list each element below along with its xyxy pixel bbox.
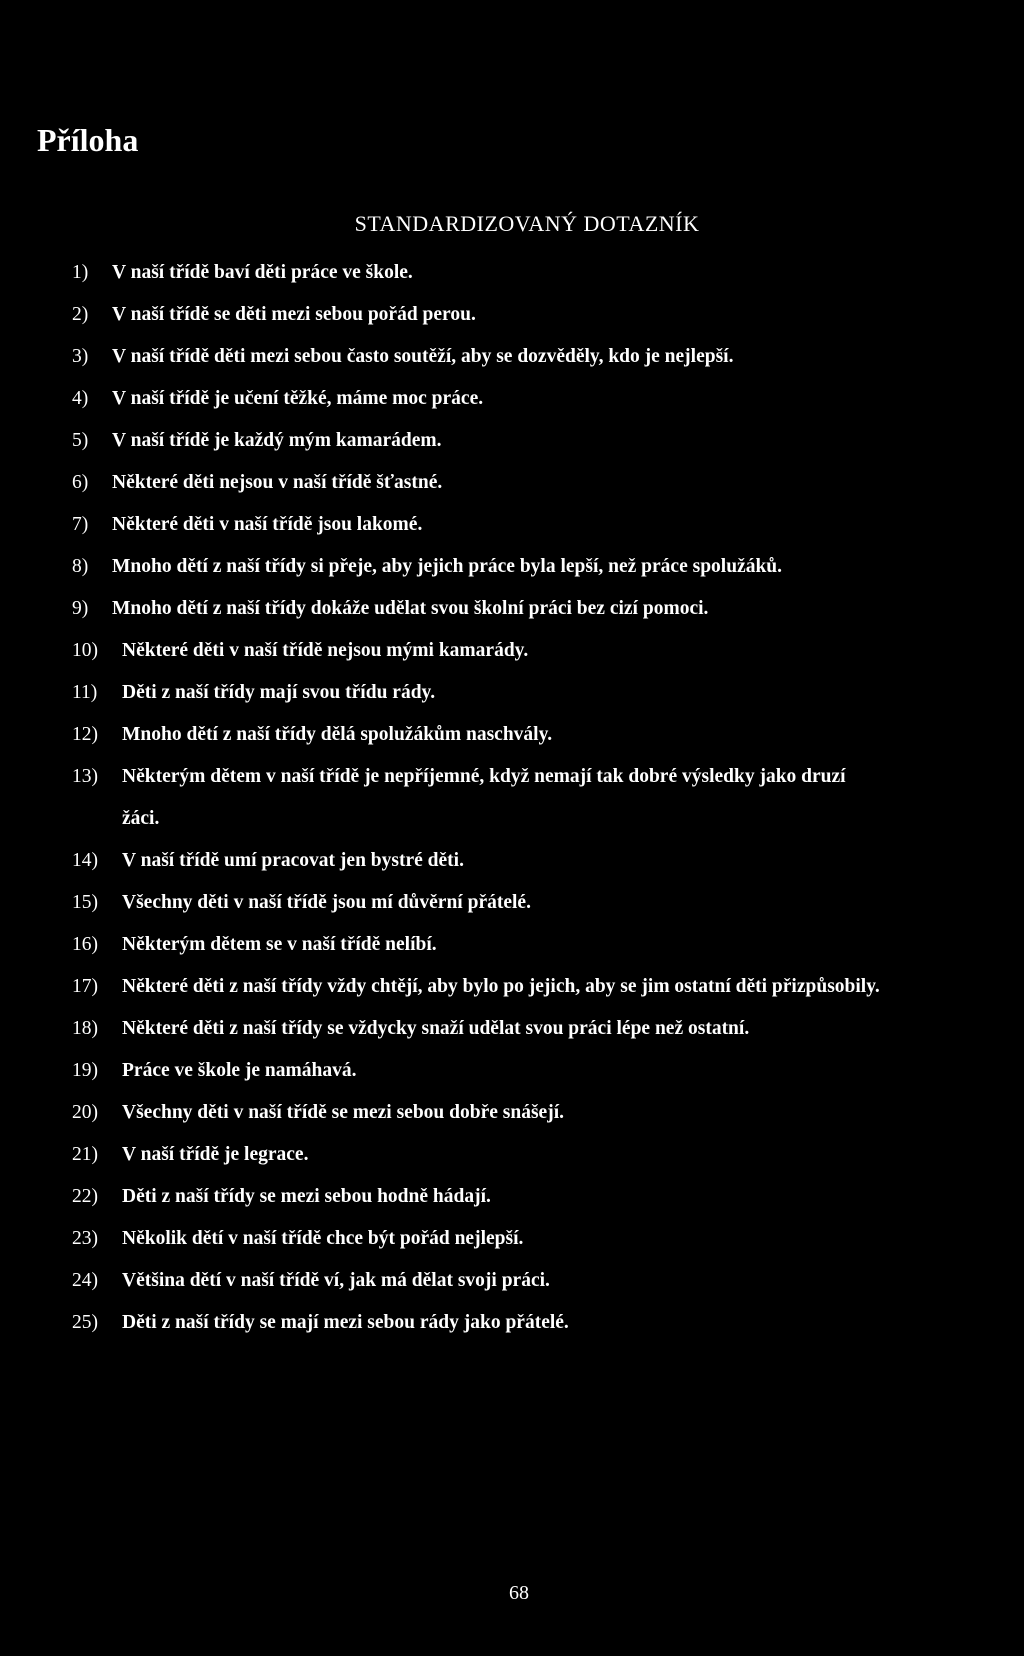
question-item [72, 1218, 972, 1260]
question-text: Všechny děti v naší třídě se mezi sebou dobře snášejí. [122, 1102, 564, 1123]
question-item [72, 840, 972, 882]
question-text: Některým dětem se v naší třídě nelíbí. [122, 934, 437, 955]
question-number: 18) [72, 1018, 98, 1039]
question-text: Děti z naší třídy se mají mezi sebou rády jako přátelé. [122, 1312, 569, 1333]
question-item [72, 966, 972, 1008]
question-number: 25) [72, 1312, 98, 1333]
question-item [72, 1008, 972, 1050]
question-text: Práce ve škole je namáhavá. [122, 1060, 357, 1081]
question-item [72, 924, 972, 966]
question-item [72, 252, 972, 294]
question-text: Většina dětí v naší třídě ví, jak má dělat svoji práci. [122, 1270, 550, 1291]
question-item [72, 1260, 972, 1302]
question-number: 16) [72, 934, 98, 955]
question-number: 19) [72, 1060, 98, 1081]
question-item [72, 462, 972, 504]
question-text: Mnoho dětí z naší třídy si přeje, aby jejich práce byla lepší, než práce spolužáků. [112, 556, 783, 577]
question-item [72, 378, 972, 420]
question-item [72, 294, 972, 336]
question-number: 21) [72, 1144, 98, 1165]
question-item [72, 504, 972, 546]
question-item [72, 1302, 972, 1344]
question-text: Všechny děti v naší třídě jsou mí důvěrní přátelé. [122, 892, 531, 913]
question-item [72, 672, 972, 714]
question-text: Některé děti v naší třídě jsou lakomé. [112, 514, 423, 535]
question-text: V naší třídě je každý mým kamarádem. [112, 430, 442, 451]
question-text: Některé děti z naší třídy vždy chtějí, aby bylo po jejich, aby se jim ostatní děti přizpůsobily. [122, 976, 880, 997]
question-number: 13) [72, 766, 98, 787]
question-item [72, 420, 972, 462]
question-text: Děti z naší třídy se mezi sebou hodně hádají. [122, 1186, 491, 1207]
question-text: Děti z naší třídy mají svou třídu rády. [122, 682, 436, 703]
question-item [72, 588, 972, 630]
question-number: 17) [72, 976, 98, 997]
question-text: Některé děti z naší třídy se vždycky snaží udělat svou práci lépe než ostatní. [122, 1018, 750, 1039]
question-number: 15) [72, 892, 98, 913]
question-text: V naší třídě je legrace. [122, 1144, 309, 1165]
question-number: 6) [72, 472, 89, 493]
question-item [72, 336, 972, 378]
question-item [72, 714, 972, 756]
question-number: 3) [72, 346, 89, 367]
question-number: 8) [72, 556, 89, 577]
question-item [72, 546, 972, 588]
page-number: 68 [509, 1582, 529, 1604]
question-text: V naší třídě děti mezi sebou často soutěží, aby se dozvěděly, kdo je nejlepší. [112, 346, 734, 367]
question-number: 4) [72, 388, 89, 409]
question-number: 2) [72, 304, 89, 325]
question-number: 23) [72, 1228, 98, 1249]
question-number: 11) [72, 682, 98, 703]
question-number: 9) [72, 598, 89, 619]
question-number: 24) [72, 1270, 98, 1291]
question-number: 10) [72, 640, 98, 661]
question-number: 20) [72, 1102, 98, 1123]
question-number: 7) [72, 514, 89, 535]
question-text: Některé děti v naší třídě nejsou mými kamarády. [122, 640, 529, 661]
question-item [72, 1134, 972, 1176]
question-item [72, 756, 972, 840]
question-number: 5) [72, 430, 89, 451]
questionnaire-title: STANDARDIZOVANÝ DOTAZNÍK [354, 211, 700, 236]
question-item [72, 1176, 972, 1218]
question-text: Některým dětem v naší třídě je nepříjemné, když nemají tak dobré výsledky jako druzí žáci. [122, 766, 846, 829]
question-text: V naší třídě se děti mezi sebou pořád perou. [112, 304, 476, 325]
page-heading: Příloha [37, 122, 139, 158]
question-list [72, 252, 972, 1344]
question-number: 1) [72, 262, 89, 283]
question-number: 14) [72, 850, 98, 871]
question-item [72, 1050, 972, 1092]
question-text: Několik dětí v naší třídě chce být pořád nejlepší. [122, 1228, 524, 1249]
question-item [72, 1092, 972, 1134]
question-item [72, 882, 972, 924]
question-text: Mnoho dětí z naší třídy dokáže udělat svou školní práci bez cizí pomoci. [112, 598, 709, 619]
question-text: V naší třídě umí pracovat jen bystré děti. [122, 850, 464, 871]
question-number: 22) [72, 1186, 98, 1207]
question-text: V naší třídě baví děti práce ve škole. [112, 262, 413, 283]
question-text: Některé děti nejsou v naší třídě šťastné. [112, 472, 443, 493]
question-number: 12) [72, 724, 98, 745]
question-item [72, 630, 972, 672]
question-text: Mnoho dětí z naší třídy dělá spolužákům naschvály. [122, 724, 553, 745]
question-text: V naší třídě je učení těžké, máme moc práce. [112, 388, 484, 409]
